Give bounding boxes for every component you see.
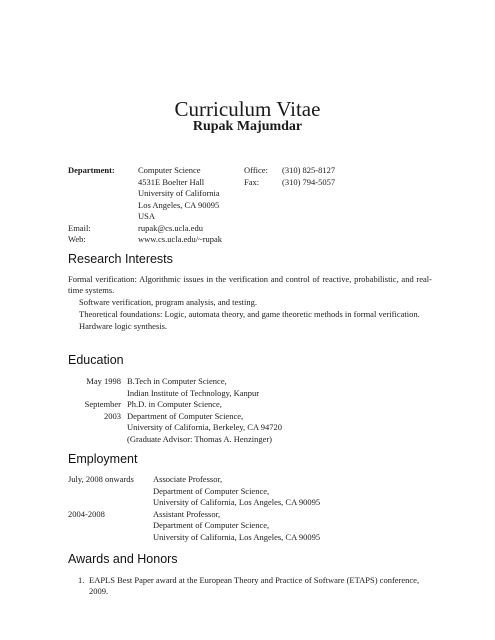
award-item — [78, 575, 432, 597]
entry-date: September 2003 — [84, 399, 121, 421]
research-interests — [68, 274, 432, 332]
entry-line: Department of Computer Science, — [153, 520, 270, 530]
entry-line: Ph.D. in Computer Science, — [127, 399, 222, 409]
author-name: Rupak Majumdar — [192, 119, 303, 134]
employment-entry — [68, 509, 320, 544]
office-phone: (310) 825-8127 — [282, 165, 336, 175]
research-item: Theoretical foundations: Logic, automata theory, and game theoretic methods in formal verification. — [79, 309, 420, 319]
entry-line: Assistant Professor, — [153, 508, 221, 519]
award-number: 1. — [78, 575, 85, 585]
office-label: Office: — [244, 165, 268, 175]
entry-date: May 1998 — [86, 376, 121, 386]
awards-list — [78, 575, 432, 597]
education-entry — [68, 399, 282, 445]
entry-line: Indian Institute of Technology, Kanpur — [127, 387, 260, 398]
employment-heading: Employment — [68, 452, 138, 466]
entry-date: July, 2008 onwards — [68, 474, 134, 484]
education-list — [68, 376, 282, 445]
entry-line: Department of Computer Science, — [153, 485, 270, 496]
entry-line: University of California, Los Angeles, CA 90095 — [153, 531, 321, 542]
research-heading: Research Interests — [68, 252, 173, 266]
education-heading: Education — [68, 353, 124, 367]
email-label: Email: — [68, 222, 91, 233]
contact-block — [68, 165, 362, 246]
department-line: Los Angeles, CA 90095 — [138, 199, 220, 210]
department-line: USA — [138, 211, 156, 221]
department-label: Department: — [68, 165, 115, 175]
employment-entry — [68, 474, 320, 509]
document-title: Curriculum Vitae — [174, 97, 321, 121]
entry-line: University of California, Berkeley, CA 94720 — [127, 422, 283, 432]
employment-list — [68, 474, 320, 543]
email-address[interactable]: rupak@cs.ucla.edu — [138, 222, 203, 233]
research-item: Formal verification: Algorithmic issues in the verification and control of reactive, probabilistic, and real-time systems. — [68, 274, 432, 295]
entry-line: Associate Professor, — [153, 474, 223, 484]
award-text: EAPLS Best Paper award at the European Theory and Practice of Software (ETAPS) conference, 2009. — [89, 575, 420, 596]
research-item: Hardware logic synthesis. — [79, 321, 168, 331]
entry-line: (Graduate Advisor: Thomas A. Henzinger) — [127, 433, 273, 444]
entry-line: Department of Computer Science, — [127, 410, 244, 421]
education-entry — [68, 376, 282, 399]
entry-line: University of California, Los Angeles, CA 90095 — [153, 497, 321, 507]
awards-heading: Awards and Honors — [68, 552, 178, 566]
web-url[interactable]: www.cs.ucla.edu/~rupak — [138, 234, 223, 244]
department-line: 4531E Boelter Hall — [138, 176, 205, 187]
department-line: University of California — [138, 188, 220, 198]
entry-date: 2004-2008 — [68, 508, 105, 519]
department-line: Computer Science — [138, 165, 201, 175]
fax-number: (310) 794-5057 — [282, 176, 336, 187]
entry-line: B.Tech in Computer Science, — [127, 376, 227, 386]
web-label: Web: — [68, 234, 86, 244]
research-item: Software verification, program analysis, and testing. — [79, 297, 257, 307]
fax-label: Fax: — [244, 176, 260, 187]
